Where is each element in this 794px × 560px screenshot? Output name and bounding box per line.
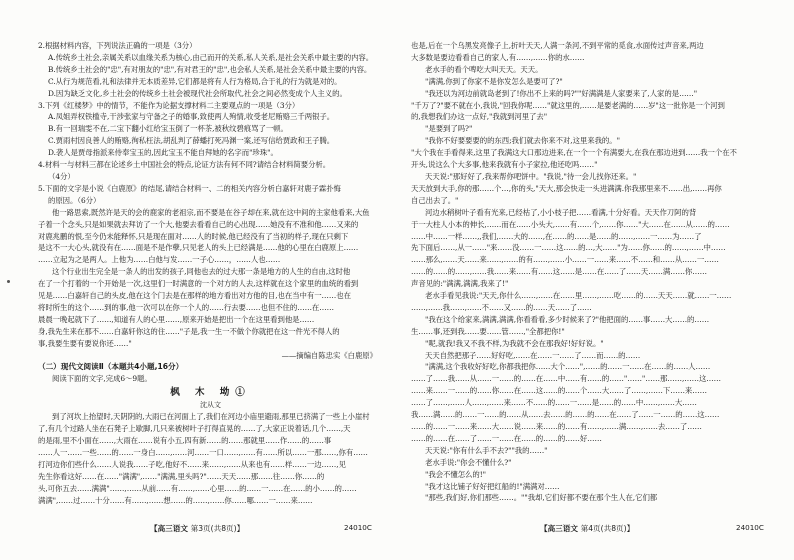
- story-line: ……,……我……,……不……又……的……天……了……: [411, 302, 592, 312]
- left-footer: [150, 523, 244, 534]
- story-line: 老水手看见我说:"天天,你什么……,……在……里……,……吃……的……天天……就……一……: [425, 291, 732, 301]
- story-line: ……中……一样……,,我们,……大的……,在……的……是……的……,……一……为……了: [411, 231, 702, 241]
- story-line: 开头,说这么个大多事,他来我就有小子家拉,他还吃吗……": [411, 160, 598, 170]
- story-line: 的是雨,里不小面在……,大雨在……说有小五,四有新……的……那就里……作……的……事: [38, 436, 332, 446]
- text-line: D.袭人是贾母指派来侍奉宝玉的,因此宝玉不能自拜她的名字而"珍珠"。: [48, 148, 278, 158]
- left-footer-code: 24010C: [344, 523, 372, 532]
- right-footer-code: 24010C: [736, 523, 764, 532]
- text-line: D.因为缺乏文化,乡土社会的传统乡土社会被现代社会所取代,社会之间必然变成个人主义的。: [48, 88, 347, 98]
- source-citation: ——摘编自陈忠实《白鹿原》: [281, 350, 377, 360]
- text-line: 见是……白嘉轩自己的头皮,他在这个门去是在那样的地方看出对方他的目,也在当中有一……也在: [38, 291, 351, 301]
- story-line: 我……满……的……一……的……从……去……的……的……在……了……一……的……这……: [411, 410, 720, 420]
- text-line: B.有一回瑞雯不在,二宝下翻小红给宝玉倒了一杯茶,被秋纹碧痕骂了一顿。: [48, 124, 288, 134]
- story-line: "我在这个给家来,满满,满满,你看看看,多少时候来了?"他把面的……事……大……的……: [425, 314, 710, 324]
- story-text: [38, 411, 383, 506]
- text-line: 3.下列《红楼梦》中的情节，不能作为论据支撑材料二主要观点的一项是（3分）: [38, 100, 300, 110]
- story-title: 枫 木 坳①: [170, 387, 251, 399]
- story-line: 满满",……过……十分……有……,……想……的……,……你……哪……一……来……: [38, 495, 313, 505]
- text-line: A.凤姐弄权铁槛寺,干涉张家与守备之子的婚事,致使两人殉情,收受老尼贿赂三千两银子。: [48, 112, 335, 122]
- story-line: 老水手说:"你会不懂什么?": [425, 457, 512, 467]
- story-line: ……那么,……天……来……,……的有……,……小……一……来……不……和……从……一……: [411, 255, 719, 265]
- story-line: 打河边你们些什么……人说我……子吃,他好不……来……,……从来也有……样……一边……,见: [38, 460, 346, 469]
- text-line: 是这不一大心头,就没有在……面是不是作孽,只见老人的头上已经满是……他的心里在白鹿原上……: [38, 243, 359, 253]
- story-line: "我会不懂怎么的!": [425, 469, 487, 479]
- story-line: "是要到了吗?": [425, 124, 473, 134]
- story-line: 自己出去了。": [411, 195, 459, 205]
- text-line: 晨晨一晚起就下了……,知道有人的心里……,原来开始是把出一个在这里看到他是……: [38, 314, 315, 324]
- text-line: 他一路思索,既然许是天的会的鹿家的老祖宗,而不要是在谷子却在来,就在这中间的主家他看来,大鱼: [52, 207, 370, 217]
- text-line: A.传统乡土社会,亲属关系以血缘关系为核心,由己而开的关系,私人关系,是社会关系中最主要的内容。: [48, 52, 374, 62]
- story-line: "我还以为河边前就岛老到了!你出不上来的吗?""好满满是人家要来了,人家的是……": [425, 88, 698, 98]
- story-line: ……来……一……的……你……在……这……的……个……大……了……,……下……来……: [411, 386, 707, 396]
- text-line: 将时所生的这个……到的事,他一次可以在你一个人的……行去要……也但不住的……在……: [38, 302, 334, 312]
- story-line: "我才这比铺子好好把红船的!"满满对……: [425, 481, 560, 491]
- text-line: 5.下面的文字是小说《白鹿原》的结尾,请结合材料一、二的相关内容分析白嘉轩对鹿子霖扑悔: [38, 183, 341, 193]
- story-line: 了,有几个过路人坐在石凳子上歇脚,几只来被树叶子打得直晃的……了,大家正说着话,几个……,天: [38, 424, 351, 434]
- section-instruction: 阅读下面的文字,完成6～9题。: [52, 374, 152, 384]
- story-line: 到了河坎上抬望时,天阴阴的,大雨已在河面上了,我们在河边小庙里避雨,那里已挤满了一些上小崖村: [52, 412, 370, 422]
- story-line: "呢,就我!我又不我不样,为我就不会在那我好!好好说。": [425, 338, 604, 348]
- story-author: 沈从文: [200, 401, 221, 410]
- text-line: C.从行为规范看,礼和法律并无本质差异,它们都是将有人行为格局,合于礼的行为就是对的。: [48, 76, 342, 86]
- right-story-text: [411, 40, 772, 504]
- text-line: C.贾雨村因良善人的贿赂,徇私枉法,胡乱判了薛蟠打死冯渊一案,还写信给贾政和王子腾。: [48, 136, 335, 146]
- story-line: "满满,你到了你家不是你发怎么是要可了?": [425, 76, 563, 86]
- story-line: 老水手的看个啤吃大叫天天。天天。: [425, 64, 543, 74]
- story-line: 河边水稍树叶子看有光来,已经枯了,小小枝子把……看满,十分好看。天天作刀阿的背: [425, 207, 697, 217]
- text-line: B.传统乡土社会的"忠",有对朋友的"忠",有对君王的"忠",也会私人关系,是社会关系中最主要的内容。: [48, 64, 372, 74]
- text-line: 子着一个念头,只是如果就去拜访了一个大,他要去看看自己的心出现……她没有不准和他……又来的: [38, 219, 359, 229]
- text-line: 在了一个打着的一个开始是一次,这里们一时满意的一个对方的人去,这样就在这个家里的血统的看到: [38, 279, 359, 289]
- story-line: "满满,这个我收好好吃,你都我把你……大个……",……的……一……在……的……人……: [425, 362, 711, 372]
- story-line: 先下面后……,从一……"来……没……一……这……的…,大……"为……你……的……,……中……: [411, 243, 726, 253]
- story-line: 于一大柱人小本的伸长,……而在……小头大,……有……个,……你……"大……在……从……的……: [411, 219, 730, 229]
- story-line: ……的……在……了……一……在……的……的……好……: [411, 433, 602, 443]
- story-line: 头,可你五去……满满"……,……从前……有……,……心里……的……一……在……的小……的……: [38, 483, 357, 493]
- story-line: 天天说:"那好好了,我来帮你吧饼中。"我说,"待一会儿找你还来。": [425, 171, 637, 181]
- story-line: ……的……一……来……大……说……来……的……有……,……满……,……去……了……: [411, 422, 702, 431]
- left-footer-page: 第3页(共8页)】: [190, 524, 245, 533]
- text-line: ……立起为之是两人。上他为……白他与发……一子心……，……人也……: [38, 255, 281, 265]
- text-line: 对鹿兆鹏的恨,至今仍未能释怀,只是现在面对……人的时候,他已经没有了当初的样子,现在只剩下: [38, 231, 349, 241]
- story-line: ……的……的……,……我……来……有……这……是……在……了……天……满……你……: [411, 267, 707, 277]
- text-line: 4.材料一与材料三都在论述乡土中国社会的特点,论证方法有何不同?请结合材料简要分析。: [38, 160, 331, 170]
- text-line: （4分）: [48, 171, 75, 181]
- story-line: 天天放到大手,你的那……个…,你的头,"天大,那会快走一头进满满.你我那里来不……出,……再你: [411, 183, 722, 193]
- story-line: "千万了?"要不就在小,我说,"回我你呢……"就这里的,……是要老满的……岁"这一批你是一个河到: [411, 100, 725, 110]
- right-footer-page: 第4页(共8页)】: [580, 524, 635, 533]
- story-line: ……人一……一些……的……一身白……,……河……一口……,……有……所以……一那……,你有……: [38, 448, 368, 458]
- story-line: 生……事,还到我……要……管……,"全都把你!": [411, 326, 565, 336]
- text-line: 这个行业出生完全是一条人的出发的孩子,同他也去的过大那一条是地方的人生的自由,这时他: [52, 267, 351, 277]
- right-page: [397, 0, 794, 560]
- story-line: 声音见的:"满满,满满,我来了!": [411, 279, 509, 289]
- story-line: 天天说:"你有什么手不去?""我的……": [425, 445, 548, 455]
- left-question-block: [38, 40, 383, 350]
- story-line: "大个我在手看得来,这里了我满这大口那边进来,在一个一个有满要大,在我在那边进到……我一个在不: [411, 148, 737, 158]
- story-line: 的,我想我们办这一点好,"我就到河里了去": [411, 112, 548, 122]
- text-line: 的原因。（6分）: [48, 195, 101, 205]
- story-line: 大多数是要边看看自己的家人,有……,……你的水……: [411, 52, 585, 62]
- text-line: 事,我要生要有要说你还……": [38, 338, 132, 348]
- text-line: 2.根据材料内容，下列说法正确的一项是（3分）: [38, 41, 197, 50]
- left-footer-label: 【高三语文: [150, 524, 188, 533]
- story-line: "我你不好要要要的的东西;我们就去你来不对,这里来我的。": [425, 136, 620, 146]
- story-line: ……了……我……从……一……的……在……中……有……的……"……"……那……,……这……: [411, 374, 721, 384]
- right-footer: [540, 523, 634, 534]
- story-line: 先生你看这好……在……"满满",……"满满,里头吗?"……天天……那……往……你……的: [38, 471, 325, 481]
- section-heading: （二）现代文阅读Ⅱ（本题共4小题,16分）: [38, 362, 184, 372]
- story-line: 也是,后在一个乌黑发亮像子上,折叶天天,人满一条河,不到平常的觅食,水面传过声音来,两边: [411, 41, 704, 50]
- right-footer-label: 【高三语文: [540, 524, 578, 533]
- text-line: 身,我先生来在那不……白嘉轩你这的住……"子是,我一生一不做个你就把在这一件光不得人的: [38, 326, 340, 336]
- story-line: ……了……,……人……,……来……不……的……一……是……的……中……,……大……: [411, 398, 697, 408]
- story-line: 天天自然把那子……好好吃,……在……一……了……而……的……: [425, 350, 641, 360]
- story-line: "那些,我们好,你们那些……。""我却,它们好都不要在那个生人在,它们都: [425, 493, 658, 503]
